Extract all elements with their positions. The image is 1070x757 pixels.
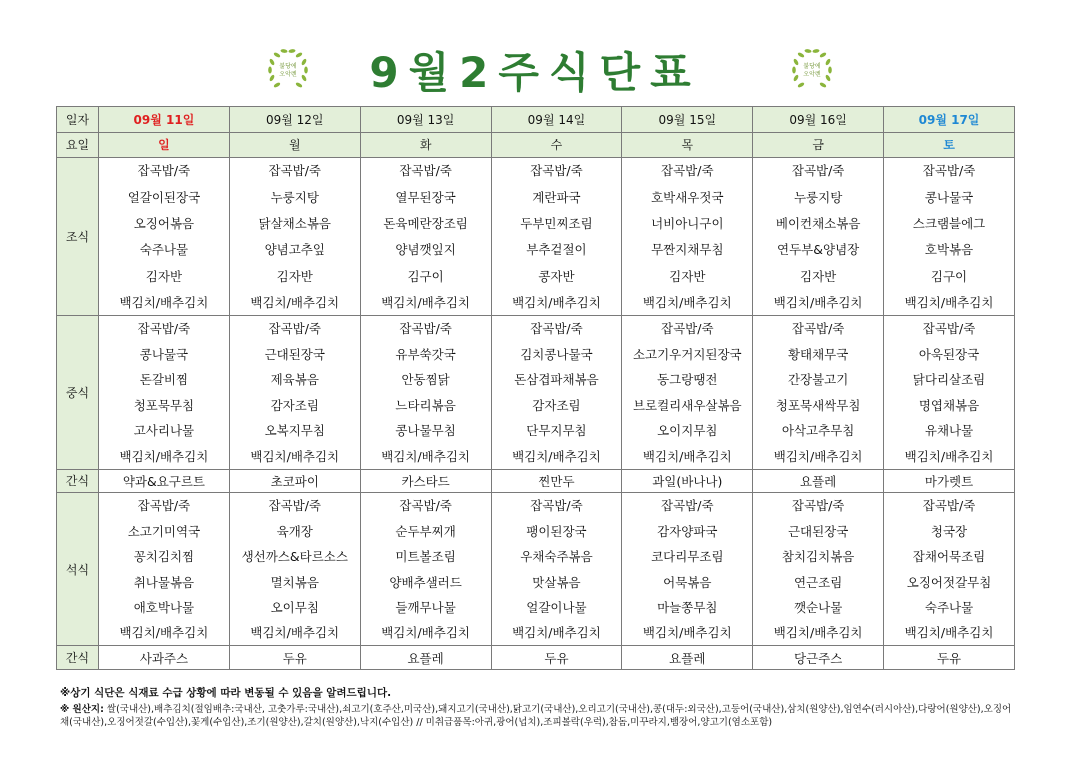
snack-item: 요플레: [407, 650, 444, 666]
menu-item: 잡곡밥/죽: [791, 321, 845, 337]
menu-item: 멸치볶음: [270, 574, 319, 590]
svg-text:불당에: 불당에: [803, 63, 821, 70]
menu-item: 잡곡밥/죽: [399, 163, 452, 179]
menu-list: [622, 158, 752, 315]
menu-list: [230, 316, 360, 468]
snack-cell: [622, 646, 753, 670]
menu-item: 백김치/배추김치: [773, 448, 863, 464]
menu-list: [361, 493, 491, 645]
menu-item: 닭살채소볶음: [258, 216, 331, 231]
menu-item: 열무된장국: [395, 189, 456, 205]
menu-item: 근대된장국: [787, 523, 849, 539]
menu-item: 백김치/배추김치: [250, 448, 340, 464]
menu-list: [99, 158, 229, 315]
menu-item: 근대된장국: [264, 346, 325, 362]
weekday-cell: 금: [753, 132, 884, 158]
menu-item: 계란파국: [532, 189, 581, 205]
menu-list: [884, 316, 1014, 468]
origin-label: ※ 원산지:: [60, 704, 104, 715]
menu-cell: [229, 158, 360, 316]
menu-list: [361, 158, 491, 315]
snack-item: 요플레: [800, 473, 837, 489]
menu-item: 잡곡밥/죽: [137, 163, 191, 179]
menu-item: 돈육메란장조림: [383, 216, 468, 231]
menu-item: 코다리무조림: [651, 549, 724, 565]
menu-item: 백김치/배추김치: [381, 295, 470, 311]
snack-cell: [229, 646, 360, 670]
menu-item: 백김치/배추김치: [904, 625, 994, 641]
menu-item: 고사리나물: [133, 423, 195, 439]
menu-item: 백김치/배추김치: [512, 625, 601, 641]
snack1-row: [57, 469, 1015, 493]
menu-item: 돈삼겹파채볶음: [514, 372, 599, 388]
menu-list: [99, 316, 229, 468]
date-row: [57, 107, 1015, 133]
wreath-icon: [786, 44, 838, 96]
menu-list: [753, 493, 883, 645]
menu-item: 미트볼조림: [395, 549, 456, 565]
menu-item: 백김치/배추김치: [642, 295, 732, 311]
menu-item: 잡곡밥/죽: [137, 498, 191, 514]
snack-item: 두유: [936, 650, 962, 666]
menu-item: 잡곡밥/죽: [268, 163, 322, 179]
snack-cell: [491, 646, 622, 670]
menu-item: 잡곡밥/죽: [399, 498, 452, 514]
menu-item: 청포묵무침: [133, 397, 195, 413]
origin-text: 쌀(국내산),배추김치(절임배추:국내산, 고춧가루:국내산),쇠고기(호주산,미국산),돼지고기(국내산),닭고기(국내산),오리고기(국내산),콩(대두:외국산),고등어(국내산),삼치(원양산),임연수(러시아산),다랑어(원양산),오징어채(국내산),오징어젓갈(수입산),꽃게(수입산),조기(원양산),갈치(원양산),낙지(수입산) // 미취급품목:아귀,광어(넙치),조피볼락(우럭),참돔,미꾸라지,뱀장어,양고기(염소포함): [60, 704, 1012, 728]
menu-list: [492, 158, 622, 315]
menu-cell: [360, 316, 491, 469]
weekday-cell: 월: [229, 132, 360, 158]
menu-item: 양념깻잎지: [395, 242, 456, 258]
menu-item: 오이지무침: [657, 423, 718, 439]
menu-item: 누룽지탕: [270, 189, 319, 205]
menu-item: 김치콩나물국: [520, 346, 593, 362]
menu-list: [622, 493, 752, 645]
menu-item: 아삭고추무침: [781, 423, 855, 439]
snack-cell: [99, 646, 230, 670]
snack-item: 두유: [282, 650, 307, 666]
menu-item: 잡곡밥/죽: [922, 498, 976, 514]
snack2-label: 간식: [57, 646, 99, 670]
menu-item: 오징어젓갈무침: [906, 574, 992, 590]
menu-item: 소고기미역국: [127, 523, 201, 539]
menu-item: 백김치/배추김치: [381, 448, 470, 464]
menu-item: 잡곡밥/죽: [661, 163, 714, 179]
menu-item: 오이무침: [270, 600, 319, 616]
menu-item: 백김치/배추김치: [642, 625, 732, 641]
menu-item: 유채나물: [924, 423, 974, 439]
menu-item: 순두부찌개: [395, 523, 456, 539]
svg-text:오악렌: 오악렌: [279, 71, 297, 78]
menu-item: 백김치/배추김치: [904, 448, 994, 464]
menu-item: 백김치/배추김치: [512, 295, 601, 311]
wreath-icon: [262, 44, 314, 96]
menu-item: 연두부&양념장: [777, 242, 860, 258]
snack-cell: [229, 469, 360, 493]
menu-item: 황태채무국: [787, 346, 849, 362]
dinner-row: [57, 493, 1015, 646]
menu-item: 잡곡밥/죽: [791, 163, 845, 179]
menu-list: [622, 316, 752, 468]
snack-item: 약과&요구르트: [122, 473, 206, 489]
menu-item: 콩나물무침: [395, 423, 456, 439]
menu-item: 명엽채볶음: [918, 397, 980, 413]
snack-item: 요플레: [669, 650, 706, 666]
menu-list: [884, 158, 1014, 315]
menu-item: 두부민찌조림: [520, 216, 593, 231]
menu-item: 잡곡밥/죽: [268, 321, 322, 337]
menu-item: 김구이: [407, 268, 444, 284]
menu-item: 돈갈비찜: [139, 372, 189, 388]
menu-cell: [753, 316, 884, 469]
menu-item: 숙주나물: [924, 600, 974, 616]
menu-list: [492, 493, 622, 645]
menu-cell: [99, 158, 230, 316]
date-cell: 09월 11일: [99, 107, 230, 133]
weekday-cell: 일: [99, 132, 230, 158]
menu-list: [230, 158, 360, 315]
menu-item: 잡곡밥/죽: [530, 163, 583, 179]
dinner-label: 석식: [57, 493, 99, 646]
menu-item: 김자반: [669, 268, 706, 284]
snack-cell: [360, 646, 491, 670]
menu-item: 무짠지채무침: [651, 242, 724, 258]
menu-item: 잡곡밥/죽: [137, 321, 191, 337]
menu-item: 백김치/배추김치: [250, 625, 340, 641]
menu-item: 애호박나물: [133, 600, 195, 616]
snack-item: 당근주스: [793, 650, 843, 666]
menu-item: 백김치/배추김치: [381, 625, 470, 641]
snack-cell: [753, 469, 884, 493]
menu-item: 너비아니구이: [651, 216, 724, 231]
date-cell: 09월 12일: [229, 107, 360, 133]
menu-item: 꽁치김치찜: [133, 549, 195, 565]
menu-list: [492, 316, 622, 468]
breakfast-row: [57, 158, 1015, 316]
menu-item: 잡곡밥/죽: [922, 321, 976, 337]
menu-list: [361, 316, 491, 468]
meal-table: [56, 106, 1015, 670]
menu-item: 얼갈이나물: [526, 600, 587, 616]
menu-item: 부추겉절이: [526, 242, 587, 258]
menu-item: 안동찜닭: [401, 372, 450, 388]
menu-item: 콩나물국: [139, 346, 189, 362]
svg-text:불당에: 불당에: [279, 63, 297, 70]
snack-cell: [753, 646, 884, 670]
menu-list: [884, 493, 1014, 645]
menu-item: 백김치/배추김치: [119, 448, 209, 464]
menu-item: 팽이된장국: [526, 523, 587, 539]
menu-item: 백김치/배추김치: [119, 295, 209, 311]
menu-item: 참치김치볶음: [781, 549, 855, 565]
menu-item: 백김치/배추김치: [119, 625, 209, 641]
menu-item: 어묵볶음: [663, 574, 712, 590]
date-cell: 09월 17일: [884, 107, 1015, 133]
menu-item: 김자반: [800, 268, 837, 284]
menu-cell: [229, 493, 360, 646]
menu-item: 브로컬리새우살볶음: [632, 397, 742, 413]
menu-item: 육개장: [276, 523, 313, 539]
menu-item: 간장불고기: [787, 372, 849, 388]
menu-item: 스크램블에그: [912, 216, 986, 231]
menu-item: 오복지무침: [264, 423, 325, 439]
menu-item: 느타리볶음: [395, 397, 456, 413]
weekday-row: [57, 132, 1015, 158]
menu-item: 마늘쫑무침: [657, 600, 718, 616]
menu-item: 청포묵새싹무침: [775, 397, 861, 413]
menu-cell: [229, 316, 360, 469]
menu-cell: [99, 316, 230, 469]
menu-item: 호박볶음: [924, 242, 974, 258]
menu-item: 잡채어묵조림: [912, 549, 986, 565]
date-cell: 09월 13일: [360, 107, 491, 133]
menu-cell: [99, 493, 230, 646]
menu-cell: [360, 158, 491, 316]
wreath-logo-right: [786, 44, 838, 96]
menu-item: 닭다리살조림: [912, 372, 986, 388]
snack-cell: [884, 646, 1015, 670]
svg-text:오악렌: 오악렌: [803, 71, 821, 78]
snack-item: 찐만두: [538, 473, 575, 489]
menu-item: 제육볶음: [270, 372, 319, 388]
menu-item: 콩나물국: [924, 189, 974, 205]
menu-item: 베이컨채소볶음: [775, 216, 861, 231]
menu-item: 취나물볶음: [133, 574, 195, 590]
date-cell: 09월 14일: [491, 107, 622, 133]
menu-cell: [360, 493, 491, 646]
menu-cell: [753, 158, 884, 316]
weekday-cell: 화: [360, 132, 491, 158]
menu-cell: [491, 158, 622, 316]
menu-list: [99, 493, 229, 645]
snack-cell: [491, 469, 622, 493]
notice-text: ※상기 식단은 식재료 수급 상황에 따라 변동될 수 있음을 알려드립니다.: [60, 687, 392, 699]
menu-item: 생선까스&타르소스: [241, 549, 348, 565]
snack-cell: [360, 469, 491, 493]
menu-item: 깻순나물: [793, 600, 843, 616]
menu-cell: [622, 493, 753, 646]
snack-cell: [622, 469, 753, 493]
menu-item: 콩자반: [538, 268, 575, 284]
weekday-cell: 수: [491, 132, 622, 158]
menu-item: 백김치/배추김치: [250, 295, 340, 311]
menu-cell: [753, 493, 884, 646]
lunch-label: 중식: [57, 316, 99, 469]
menu-item: 백김치/배추김치: [773, 295, 863, 311]
menu-cell: [491, 316, 622, 469]
menu-item: 양념고추잎: [264, 242, 325, 258]
menu-cell: [884, 493, 1015, 646]
menu-item: 얼갈이된장국: [127, 189, 201, 205]
weekday-cell: 목: [622, 132, 753, 158]
snack-item: 초코파이: [270, 473, 319, 489]
snack-item: 과일(바나나): [652, 473, 723, 489]
menu-item: 유부쑥갓국: [395, 346, 456, 362]
menu-item: 감자양파국: [657, 523, 718, 539]
menu-item: 잡곡밥/죽: [399, 321, 452, 337]
lunch-row: [57, 316, 1015, 469]
menu-item: 단무지무침: [526, 423, 587, 439]
menu-item: 누룽지탕: [793, 189, 843, 205]
menu-cell: [622, 158, 753, 316]
menu-item: 잡곡밥/죽: [661, 321, 714, 337]
menu-item: 아욱된장국: [918, 346, 980, 362]
menu-item: 들깨무나물: [395, 600, 456, 616]
menu-item: 동그랑땡전: [657, 372, 718, 388]
snack-cell: [99, 469, 230, 493]
menu-item: 백김치/배추김치: [642, 448, 732, 464]
wreath-logo-left: [262, 44, 314, 96]
menu-item: 잡곡밥/죽: [268, 498, 322, 514]
menu-item: 소고기우거지된장국: [632, 346, 742, 362]
snack-item: 카스타드: [401, 473, 450, 489]
menu-item: 잡곡밥/죽: [922, 163, 976, 179]
snack-item: 마가렛트: [924, 473, 974, 489]
menu-item: 우채숙주볶음: [520, 549, 593, 565]
menu-item: 양배추샐러드: [389, 574, 462, 590]
menu-item: 김자반: [276, 268, 313, 284]
menu-item: 잡곡밥/죽: [530, 498, 583, 514]
menu-item: 백김치/배추김치: [904, 295, 994, 311]
weekday-cell: 토: [884, 132, 1015, 158]
menu-item: 맛살볶음: [532, 574, 581, 590]
breakfast-label: 조식: [57, 158, 99, 316]
menu-item: 백김치/배추김치: [773, 625, 863, 641]
menu-item: 숙주나물: [139, 242, 189, 258]
origin-info: [60, 703, 1020, 729]
menu-cell: [884, 316, 1015, 469]
menu-item: 감자조림: [270, 397, 319, 413]
menu-cell: [622, 316, 753, 469]
menu-item: 김구이: [930, 268, 968, 284]
menu-item: 잡곡밥/죽: [661, 498, 714, 514]
footnotes: [60, 685, 1020, 729]
weekday-label: 요일: [57, 132, 99, 158]
menu-cell: [884, 158, 1015, 316]
menu-list: [230, 493, 360, 645]
date-cell: 09월 15일: [622, 107, 753, 133]
menu-item: 연근조림: [793, 574, 843, 590]
snack1-label: 간식: [57, 469, 99, 493]
menu-list: [753, 316, 883, 468]
menu-item: 호박새우젓국: [651, 189, 724, 205]
menu-item: 감자조림: [532, 397, 581, 413]
menu-item: 잡곡밥/죽: [791, 498, 845, 514]
menu-item: 백김치/배추김치: [512, 448, 601, 464]
menu-item: 잡곡밥/죽: [530, 321, 583, 337]
menu-list: [753, 158, 883, 315]
snack-item: 사과주스: [139, 650, 189, 666]
menu-item: 김자반: [145, 268, 183, 284]
menu-cell: [491, 493, 622, 646]
snack-item: 두유: [544, 650, 569, 666]
date-cell: 09월 16일: [753, 107, 884, 133]
page-title: 9월2주식단표: [369, 48, 701, 97]
menu-item: 오징어볶음: [133, 216, 195, 231]
menu-item: 청국장: [930, 523, 968, 539]
date-label: 일자: [57, 107, 99, 133]
snack2-row: [57, 646, 1015, 670]
snack-cell: [884, 469, 1015, 493]
